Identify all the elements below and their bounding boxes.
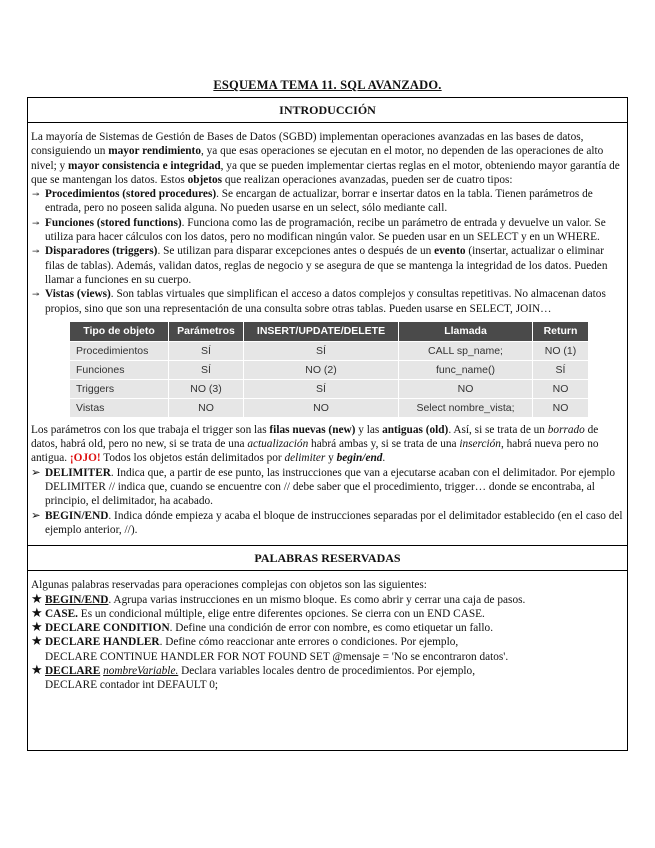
section-heading-palabras-reservadas: PALABRAS RESERVADAS <box>28 545 627 571</box>
term: Procedimientos (stored procedures) <box>45 188 217 201</box>
text: que realizan operaciones avanzadas, pueden ser de cuatro tipos: <box>222 173 513 186</box>
schema-frame <box>27 97 628 751</box>
table-header-cell: Return <box>533 321 589 341</box>
text: La mayoría de Sistemas de Gestión de Bases de Datos (SGBD) implementan operaciones avanzadas en las bases de datos, consiguiendo un <box>31 131 584 158</box>
term: Disparadores (triggers) <box>45 245 158 258</box>
table-header-row <box>70 321 589 341</box>
table-cell: SÍ <box>169 341 244 360</box>
italic-term: borrado <box>547 423 585 436</box>
emphasis: mayor rendimiento <box>108 145 201 158</box>
list-item <box>31 635 625 664</box>
emphasis: filas nuevas (new) <box>269 423 356 436</box>
table-cell: NO <box>399 379 533 398</box>
table-cell: NO <box>533 379 589 398</box>
text: . Funciona como las de programación, recibe un parámetro de entrada y devuelve un valor. Se utiliza para hacer cálculos con los datos, pero no modifican ningún valor. Se pueden usar en un SELECT y en un WHERE. <box>45 216 606 244</box>
text: Todos los objetos están delimitados por <box>100 452 285 465</box>
term: DECLARE CONDITION <box>45 622 170 635</box>
term: Vistas (views) <box>45 288 111 301</box>
list-item <box>31 621 625 635</box>
table-cell: NO (3) <box>169 379 244 398</box>
text: Es un condicional múltiple, elige entre diferentes opciones. Se cierra con un END CASE. <box>77 607 485 620</box>
emphasis: antiguas (old) <box>382 423 449 436</box>
text: , ya que se pueden implementar ciertas reglas en el motor, obteniendo mayor garantía de que se mantengan los datos. Estos <box>31 159 620 186</box>
text: Los parámetros con los que trabaja el trigger son las <box>31 423 270 436</box>
section-heading-introduccion: INTRODUCCIÓN <box>28 98 627 123</box>
table-cell: Vistas <box>70 398 169 417</box>
list-item <box>31 216 625 245</box>
text: . Define una condición de error con nombre, es como etiquetar un fallo. <box>169 622 494 635</box>
table-cell: func_name() <box>399 360 533 379</box>
table-cell: Procedimientos <box>70 341 169 360</box>
table-cell: NO (1) <box>533 341 589 360</box>
emphasis: evento <box>434 245 466 258</box>
text: . Se encargan de actualizar, borrar e insertar datos en la tabla. Tienen parámetros de entrada, pero no poseen salida alguna. No pueden usarse en un select, sólo mediante call. <box>45 188 593 215</box>
table-cell: NO <box>533 398 589 417</box>
list-item <box>31 590 625 607</box>
trigger-params-paragraph <box>31 423 625 466</box>
text: y <box>325 452 337 465</box>
reserved-section <box>28 571 627 692</box>
code-example: DECLARE CONTINUE HANDLER FOR NOT FOUND SET @mensaje = 'No se encontraron datos'. <box>45 650 509 663</box>
table-cell: Triggers <box>70 379 169 398</box>
star-bullet-icon: ★ <box>31 662 43 678</box>
arrow-bullet-icon: ➢ <box>31 466 41 479</box>
text: . Agrupa varias instrucciones en un mismo bloque. Es como abrir y cerrar una caja de pasos. <box>108 593 526 606</box>
text: . Se utilizan para disparar excepciones antes o después de un <box>157 245 435 258</box>
table-row <box>70 379 589 398</box>
star-bullet-icon: ★ <box>31 619 43 635</box>
text: Declara variables locales dentro de procedimientos. Por ejemplo, <box>178 665 476 678</box>
table-cell: NO (2) <box>244 360 399 379</box>
text: habrá ambas y, si se trata de una <box>308 438 460 451</box>
text: (insertar, actualizar o eliminar filas de tablas). Además, validan datos, reglas de negocio y se asegura de que se mantenga la integridad de los datos. Pueden llamar a funciones en su cuerpo. <box>45 245 608 286</box>
text: . <box>382 452 386 465</box>
text: y las <box>355 423 383 436</box>
star-bullet-icon: ★ <box>31 633 43 649</box>
arrow-bullet-icon: ➢ <box>31 509 41 522</box>
document-title: ESQUEMA TEMA 11. SQL AVANZADO. <box>213 78 442 92</box>
emphasis: mayor consistencia e integridad <box>68 159 221 172</box>
table-row <box>70 341 589 360</box>
text: . Son tablas virtuales que simplifican el acceso a datos complejos y consultas repetitivas. No almacenan datos propios, sino que son una representación de una consulta sobre otras tablas. Pueden usarse en SELECT, JOIN… <box>45 288 606 315</box>
italic-term: nombreVariable. <box>103 665 179 678</box>
italic-term: delimiter <box>284 452 326 465</box>
table-row <box>70 398 589 417</box>
text: , habrá nueva pero no antigua. <box>31 438 599 465</box>
warning-label: ¡OJO! <box>69 452 101 465</box>
table-header-cell: Tipo de objeto <box>70 321 169 341</box>
table-cell: CALL sp_name; <box>399 341 533 360</box>
text: . Define cómo reaccionar ante errores o condiciones. Por ejemplo, <box>159 636 459 649</box>
table-header-cell: Parámetros <box>169 321 244 341</box>
term: DELIMITER <box>45 466 111 479</box>
text: , ya que esas operaciones se ejecutan en el motor, no dependen de las operaciones de alto nivel; y <box>31 145 604 172</box>
text: de datos, habrá old, pero no new, si se trata de una <box>31 423 599 451</box>
italic-term: begin/end <box>336 452 383 465</box>
italic-term: actualización <box>247 438 309 451</box>
table-row <box>70 360 589 379</box>
list-item <box>31 664 625 693</box>
table-cell: NO <box>169 398 244 417</box>
emphasis: objetos <box>187 173 223 186</box>
list-item <box>31 187 625 216</box>
table-cell: SÍ <box>244 341 399 360</box>
text: . Indica que, a partir de ese punto, las instrucciones que van a ejecutarse acaban con el delimitador. Por ejemplo DELIMITER // indica que, cuando se encuentre con // debe saber que el procedimiento, trigger… donde se encontraba, al principio, el delimitador, ha acabado. <box>45 466 616 508</box>
objects-comparison-table <box>69 321 589 418</box>
list-item <box>31 244 625 287</box>
table-cell: NO <box>244 398 399 417</box>
code-example: DECLARE contador int DEFAULT 0; <box>45 679 218 692</box>
table-header-cell: Llamada <box>399 321 533 341</box>
begin-end-item <box>31 509 625 538</box>
text: . Así, si se trata de un <box>448 423 548 436</box>
term: DECLARE HANDLER <box>45 636 160 649</box>
list-item <box>31 287 625 316</box>
table-cell: SÍ <box>244 379 399 398</box>
star-bullet-icon: ★ <box>31 604 43 620</box>
object-types-list <box>31 187 625 316</box>
text: . Indica dónde empieza y acaba el bloque de instrucciones separadas por el delimitador establecido (en el caso del ejemplo anterior, //). <box>45 509 623 536</box>
table-cell: SÍ <box>169 360 244 379</box>
term: BEGIN/END <box>45 509 109 522</box>
table-header-cell: INSERT/UPDATE/DELETE <box>244 321 399 341</box>
intro-paragraph <box>31 130 625 187</box>
italic-term: inserción <box>459 438 501 451</box>
star-bullet-icon: ★ <box>31 590 43 606</box>
table-cell: Select nombre_vista; <box>399 398 533 417</box>
term: DECLARE <box>45 665 101 678</box>
table-cell: Funciones <box>70 360 169 379</box>
term: CASE. <box>45 607 78 620</box>
reserved-intro: Algunas palabras reservadas para operaciones complejas con objetos son las siguientes: <box>31 579 427 592</box>
delimiter-item <box>31 466 625 509</box>
intro-section <box>28 123 627 537</box>
term: Funciones (stored functions) <box>45 216 182 229</box>
list-item <box>31 604 625 621</box>
term: BEGIN/END <box>45 593 109 606</box>
table-cell: SÍ <box>533 360 589 379</box>
